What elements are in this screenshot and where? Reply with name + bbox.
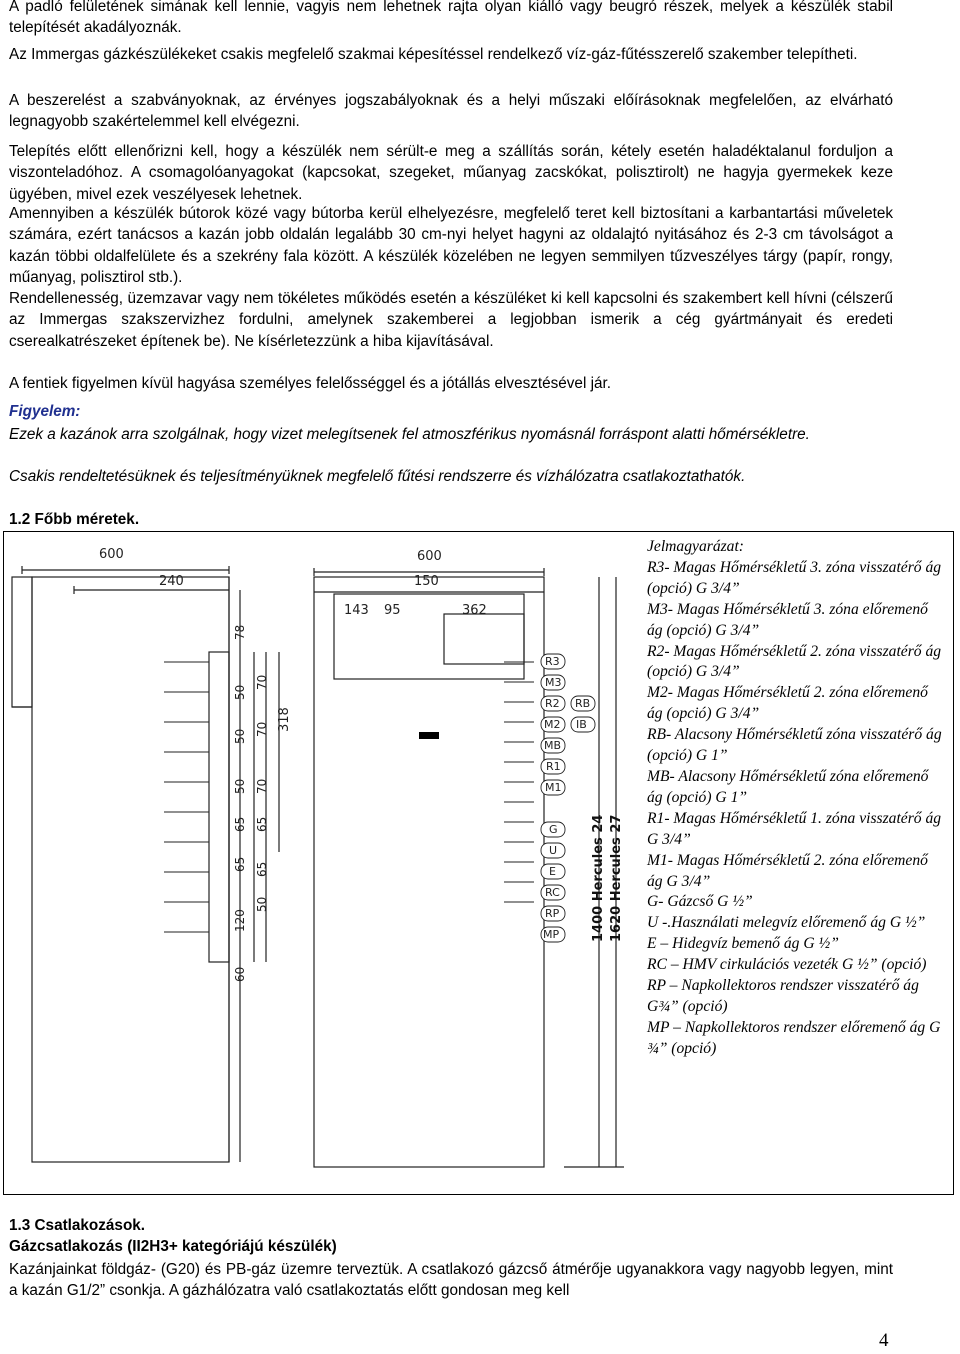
boiler-dimension-drawing: [4, 532, 644, 1194]
paragraph-inspection: [9, 141, 893, 205]
legend-item-m3: M3- Magas Hőmérsékletű 3. zóna előremenő ág (opció) G 3/4”: [647, 600, 928, 639]
side-view-top-bracket: [12, 577, 32, 707]
dim-60: 60: [233, 966, 247, 982]
dim-50-d: 50: [255, 896, 269, 912]
tag-e: E: [549, 865, 556, 878]
dim-50-b: 50: [233, 728, 247, 744]
dim-95: 95: [384, 603, 401, 618]
side-connection-panel: [209, 652, 229, 962]
tag-m2: M2: [544, 718, 561, 731]
dim-65-c: 65: [233, 856, 247, 872]
dim-120: 120: [233, 909, 247, 932]
legend-item-rb: RB- Alacsony Hőmérsékletű zóna visszatérő ág (opció) G 1”: [647, 726, 942, 765]
legend: [647, 537, 947, 1060]
dim-65-a: 65: [233, 816, 247, 832]
dim-78: 78: [233, 624, 247, 640]
legend-item-rc: RC – HMV cirkulációs vezeték G ½” (opció): [647, 956, 927, 974]
warning-label: Figyelem:: [9, 403, 81, 420]
paragraph-floor: A padló felületének simának kell lennie, vagyis nem lehetnek rajta olyan kiálló vagy beugró részek, melyek a készülék stabil telepítését akadályoznák.: [9, 0, 893, 37]
gas-connection-subheading: Gázcsatlakozás (II2H3+ kategóriájú készülék): [9, 1238, 337, 1255]
gas-connection-text: Kazánjainkat földgáz- (G20) és PB-gáz üzemre terveztük. A csatlakozó gázcső átmérője ugyanakkora vagy nagyobb legyen, mint a kazán G1/2” csonkja. A gázhálózatra való csatlakoztatás előtt gondosan meg kell: [9, 1261, 893, 1300]
dim-65-d: 65: [255, 861, 269, 877]
dim-600-front: 600: [417, 549, 442, 564]
tag-r1: R1: [546, 760, 561, 773]
tag-u: U: [549, 844, 558, 857]
tag-ib: IB: [576, 718, 587, 731]
dim-70-b: 70: [255, 721, 269, 737]
height-hercules-27: 1620 Hercules 27: [609, 814, 624, 942]
front-handle: [419, 732, 439, 739]
tag-rb: RB: [575, 697, 591, 710]
paragraph-malfunction: Rendellenesség, üzemzavar vagy nem tökéletes működés esetén a készüléket ki kell kapcsolni és szakembert kell hívni (célszerű az Immergas szakszervizhez fordulni, amelynek szakemberei a legjobban ismerik a cég gyártmányait és eredeti cserealkatrészeket építenek be). Ne kísérletezzünk a hiba kijavításával.: [9, 290, 893, 350]
dim-50-c: 50: [233, 778, 247, 794]
tag-r2: R2: [545, 697, 560, 710]
legend-item-g: G- Gázcső G ½”: [647, 893, 753, 911]
legend-item-mb: MB- Alacsony Hőmérsékletű zóna előremenő ág (opció) G 1”: [647, 767, 929, 806]
tag-m1: M1: [545, 781, 562, 794]
dim-70-c: 70: [255, 778, 269, 794]
dim-362: 362: [462, 603, 487, 618]
dim-600-side: 600: [99, 547, 124, 562]
section-1-2-heading: 1.2 Főbb méretek.: [9, 511, 140, 528]
legend-item-m2: M2- Magas Hőmérsékletű 2. zóna előremenő ág (opció) G 3/4”: [647, 684, 928, 723]
height-hercules-24: 1400 Hercules 24: [591, 814, 606, 942]
section-1-3-heading: 1.3 Csatlakozások.: [9, 1217, 146, 1234]
tag-g: G: [549, 823, 558, 836]
warning-line-2: Csakis rendeltetésüknek és teljesítményüknek megfelelő fűtési rendszerre és vízhálózatra csatlakoztathatók.: [9, 468, 746, 485]
front-view-body: [314, 577, 544, 1167]
dim-50-a: 50: [233, 684, 247, 700]
tag-r3: R3: [545, 655, 560, 668]
legend-item-mp: MP – Napkollektoros rendszer előremenő ág G ¾” (opció): [647, 1018, 941, 1057]
legend-title: Jelmagyarázat:: [647, 538, 745, 555]
dim-150: 150: [414, 574, 439, 589]
legend-item-rp: RP – Napkollektoros rendszer visszatérő ág G¾” (opció): [647, 977, 919, 1015]
dim-65-b: 65: [255, 816, 269, 832]
side-view-body: [32, 577, 229, 1162]
legend-item-r1: R1- Magas Hőmérsékletű 1. zóna visszatérő ág G 3/4”: [647, 809, 942, 848]
tag-rc: RC: [545, 886, 560, 899]
legend-item-r2: R2- Magas Hőmérsékletű 2. zóna visszatérő ág (opció) G 3/4”: [647, 642, 942, 681]
tag-m3: M3: [545, 676, 562, 689]
dim-318: 318: [277, 707, 292, 732]
paragraph-liability: A fentiek figyelmen kívül hagyása személyes felelősséggel és a jótállás elvesztésével jár.: [9, 375, 611, 392]
tag-mp: MP: [543, 928, 560, 941]
paragraph-inspection-text: Telepítés előtt ellenőrizni kell, hogy a készülék nem sérült-e meg a szállítás során, kétely esetén haladéktalanul forduljon a viszonteladóhoz.: [9, 143, 893, 182]
tag-rp: RP: [545, 907, 560, 920]
tag-mb: MB: [544, 739, 562, 752]
paragraph-packaging-text: A csomagolóanyagokat (kapcsokat, szegeket, műanyag zacskókat, polisztirolt) ne hagyja gyermekek keze ügyében, mivel ezek veszélyesek lehetnek.: [9, 164, 894, 203]
legend-item-m1: M1- Magas Hőmérsékletű 2. zóna előremenő ág G 3/4”: [647, 851, 928, 890]
dim-240: 240: [159, 574, 184, 589]
legend-item-r3: R3- Magas Hőmérsékletű 3. zóna visszatérő ág (opció) G 3/4”: [647, 558, 942, 597]
paragraph-standards: A beszerelést a szabványoknak, az érvényes jogszabályoknak és a helyi műszaki előírásoknak megfelelően, az elvárható legnagyobb szakértelemmel kell elvégezni.: [9, 92, 893, 131]
paragraph-furniture: Amennyiben a készülék bútorok közé vagy bútorba kerül elhelyezésre, megfelelő teret kell biztosítani a karbantartási műveletek számára, ezért tanácsos a kazán jobb oldalán legalább 30 cm-nyi helyet hagyni az oldalajtó nyitásához és 2-3 cm távolságot a kazán többi oldalfelülete és a szekrény fala között. A készülék közelében ne legyen semmilyen tűzveszélyes tárgy (papír, rongy, műanyag, polisztirol stb.).: [9, 205, 893, 286]
page-number: 4: [879, 1330, 889, 1351]
warning-line-1: Ezek a kazánok arra szolgálnak, hogy vizet melegítsenek fel atmoszférikus nyomásnál forráspont alatti hőmérsékletre.: [9, 426, 810, 443]
paragraph-installer: Az Immergas gázkészülékeket csakis megfelelő szakmai képesítéssel rendelkező víz-gáz-fűtésszerelő szakember telepítheti.: [9, 46, 858, 63]
legend-item-e: E – Hidegvíz bemenő ág G ½”: [647, 935, 839, 953]
dim-70-a: 70: [255, 674, 269, 690]
legend-item-u: U -.Használati melegvíz előremenő ág G ½”: [647, 914, 926, 932]
dim-143: 143: [344, 603, 369, 618]
